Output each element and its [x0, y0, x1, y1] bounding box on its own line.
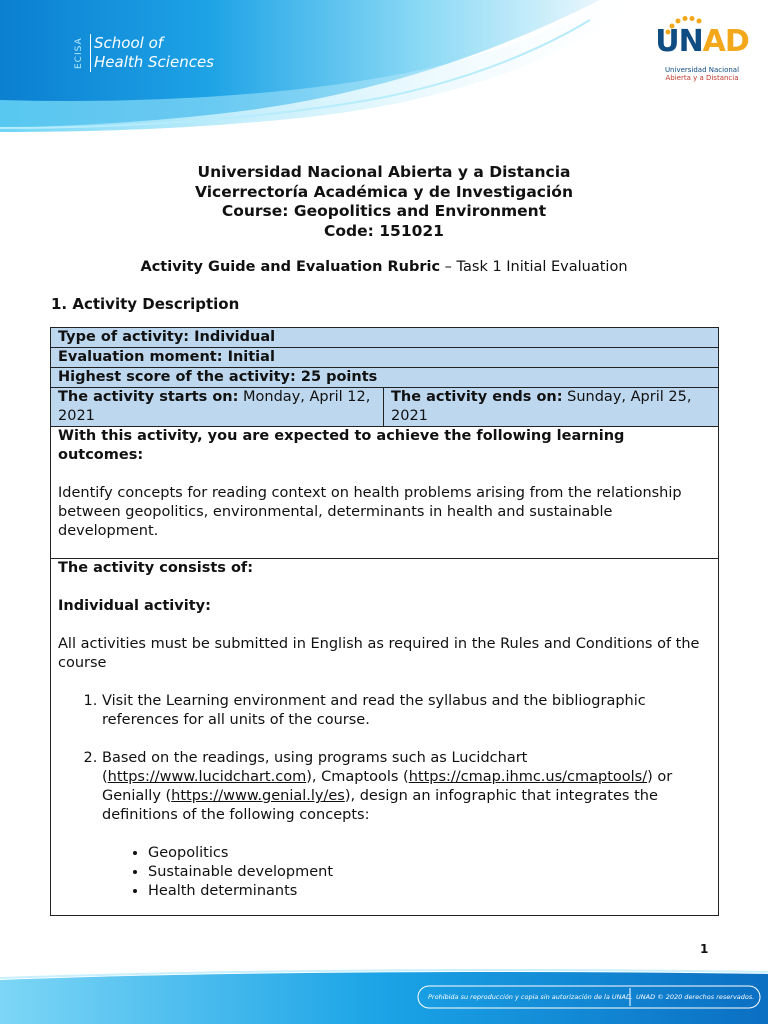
step-2: 2. Based on the readings, using programs such as Lucidchart (https://www.lucidchart.com), Cmaptools (https://cmap.ihmc.us/cmaptools/) or Genially (https://www.genial.ly/es), design an infographic that integrates the definitions of the following concepts: [102, 749, 711, 825]
learning-outcomes-heading: With this activity, you are expected to achieve the following learning outcomes: [58, 428, 625, 463]
section-heading-activity-description: 1. Activity Description [51, 295, 240, 313]
activity-description-table [50, 327, 719, 916]
evaluation-moment-cell: Evaluation moment: Initial [51, 348, 719, 368]
guide-title-rest: – Task 1 Initial Evaluation [440, 259, 628, 275]
unad-wordmark: UNAD [655, 24, 749, 59]
unad-subtitle-1: Universidad Nacional [664, 66, 740, 74]
start-date-value: Monday, April 12, 2021 [58, 389, 371, 424]
activity-consists-heading: The activity consists of: [58, 560, 254, 576]
end-date-cell [384, 388, 719, 427]
school-name-line2: Health Sciences [94, 53, 214, 71]
end-date-label: The activity ends on: [391, 389, 563, 405]
unad-subtitle-2: Abierta y a Distancia [665, 74, 739, 82]
logo-divider [90, 34, 91, 72]
concepts-list [58, 844, 711, 901]
title-course: Course: Geopolitics and Environment [221, 202, 547, 220]
footer-copy-notice: Prohibida su reproducción y copia sin autorización de la UNAD. [428, 993, 634, 1001]
school-name-line1: School of [94, 34, 164, 52]
type-of-activity-cell: Type of activity: Individual [51, 328, 719, 348]
end-date-value: Sunday, April 25, 2021 [391, 389, 692, 424]
guide-title-bold: Activity Guide and Evaluation Rubric [140, 259, 441, 275]
individual-activity-heading: Individual activity: [58, 598, 211, 614]
highest-score-cell: Highest score of the activity: 25 points [51, 368, 719, 388]
concept-item: • Geopolitics [148, 844, 711, 863]
activity-steps-list [58, 692, 711, 825]
concept-item: • Health determinants [148, 882, 711, 901]
start-date-label: The activity starts on: [58, 389, 239, 405]
learning-outcomes-cell [51, 427, 719, 559]
step-1: 1. Visit the Learning environment and read the syllabus and the bibliographic references for all units of the course. [102, 692, 711, 730]
concept-item: • Sustainable development [148, 863, 711, 882]
page-number: 1 [700, 942, 709, 956]
school-of-health-sciences-logo [74, 32, 224, 82]
title-vicerrectoria: Vicerrectoría Académica y de Investigación [195, 182, 573, 201]
start-date-cell [51, 388, 384, 427]
ecisa-label: ECISA [74, 37, 84, 69]
footer-rights: UNAD © 2020 derechos reservados. [636, 993, 755, 1001]
cmaptools-link[interactable]: https://cmap.ihmc.us/cmaptools/ [408, 769, 648, 785]
activity-consists-cell [51, 559, 719, 916]
english-requirement-note: All activities must be submitted in English as required in the Rules and Conditions of the course [58, 636, 700, 671]
genially-link[interactable]: https://www.genial.ly/es [171, 788, 345, 804]
lucidchart-link[interactable]: https://www.lucidchart.com [107, 769, 307, 785]
learning-outcomes-text: Identify concepts for reading context on health problems arising from the relationship between geopolitics, environmental, determinants in health and sustainable development. [58, 485, 682, 539]
title-code: Code: 151021 [324, 221, 444, 240]
document-title-block [0, 163, 768, 241]
unad-logo [654, 16, 750, 90]
title-university: Universidad Nacional Abierta y a Distancia [197, 163, 571, 181]
activity-guide-title [0, 259, 768, 275]
